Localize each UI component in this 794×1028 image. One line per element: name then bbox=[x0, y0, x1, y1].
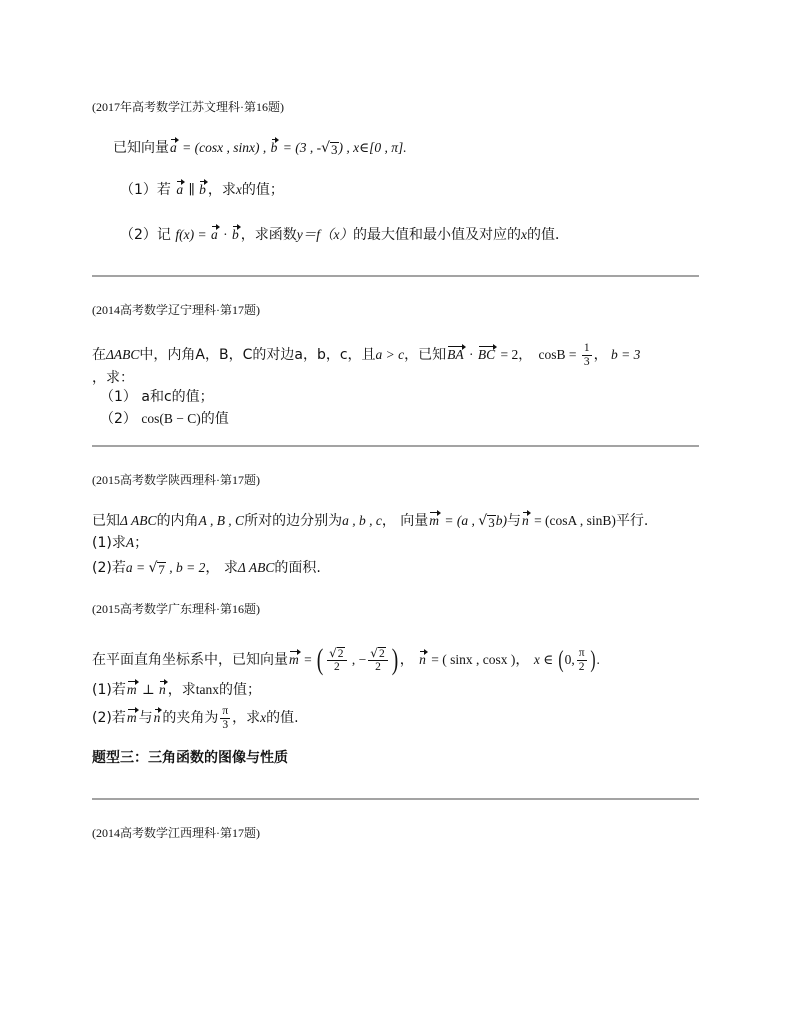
vector-m-definition: = (a , bbox=[441, 513, 479, 528]
dot-operator: · bbox=[219, 227, 231, 242]
square-root bbox=[321, 140, 338, 157]
vector-m-definition: b) bbox=[495, 513, 507, 528]
radical-sign: √ bbox=[370, 646, 378, 660]
vector-b-definition: = (3 , - bbox=[279, 140, 322, 155]
question-label: （2）记 bbox=[120, 227, 176, 243]
stem-text: ， 向量 bbox=[381, 513, 429, 529]
stem-text: 已知向量 bbox=[113, 140, 169, 156]
vector-n: n bbox=[418, 649, 428, 671]
question-text: ，求 bbox=[167, 682, 196, 698]
side-value: b = 3 bbox=[607, 347, 641, 362]
question-text: 的值； bbox=[241, 182, 284, 198]
numerator bbox=[327, 646, 346, 661]
question-label: （1） bbox=[100, 389, 142, 405]
stem-text: 所对的边分别为 bbox=[244, 513, 343, 529]
problem-2-stem bbox=[92, 340, 640, 370]
section-divider bbox=[92, 275, 699, 277]
square-root bbox=[478, 513, 495, 530]
question-label: (1)若 bbox=[92, 682, 126, 698]
fraction bbox=[368, 646, 387, 674]
stem-text: 在平面直角坐标系中，已知向量 bbox=[92, 652, 288, 668]
question-text: 的最大值和最小值及对应的 bbox=[352, 227, 521, 243]
domain-condition: ) , x∈[0 , π]. bbox=[338, 140, 407, 155]
vector-a: a bbox=[175, 179, 185, 201]
stem-text: ，已知 bbox=[404, 347, 447, 363]
square-root bbox=[329, 646, 344, 660]
separator: , − bbox=[348, 652, 367, 667]
vector-n: n bbox=[521, 510, 531, 532]
problem-3-question-2 bbox=[92, 553, 321, 583]
variable-x: x bbox=[235, 182, 242, 197]
stem-text: ， bbox=[515, 652, 534, 668]
question-text: 的值 bbox=[200, 411, 229, 427]
vector-m: m bbox=[288, 649, 301, 671]
square-root bbox=[370, 646, 385, 660]
fraction bbox=[582, 342, 592, 369]
vector-b: b bbox=[270, 137, 280, 159]
function-expression: y＝f（x） bbox=[296, 227, 353, 242]
cosine-expression: cosB = bbox=[531, 347, 580, 362]
radical-sign: √ bbox=[478, 512, 488, 529]
vector-b: b bbox=[198, 179, 208, 201]
stem-text: . bbox=[596, 652, 600, 667]
right-parenthesis: ) bbox=[589, 647, 596, 673]
stem-text: ，求： bbox=[92, 370, 134, 386]
dot-operator: · bbox=[465, 347, 477, 362]
denominator: 3 bbox=[583, 355, 590, 368]
problem-2-source: (2014高考数学辽宁理科·第17题) bbox=[92, 303, 260, 317]
function-expression: f(x) = bbox=[175, 227, 210, 242]
problem-1-stem bbox=[113, 133, 407, 163]
side-names: a , b , c bbox=[342, 513, 382, 528]
stem-text: 与 bbox=[506, 513, 521, 529]
question-text: 的值； bbox=[219, 682, 262, 698]
parallel-symbol: ∥ bbox=[185, 182, 199, 197]
radicand: 7 bbox=[158, 561, 165, 577]
problem-4-source: (2015高考数学广东理科·第16题) bbox=[92, 602, 260, 616]
radical-sign: √ bbox=[321, 139, 330, 156]
question-text: ，求 bbox=[207, 182, 236, 198]
denominator: 2 bbox=[578, 660, 585, 673]
stem-text: 平行. bbox=[615, 513, 649, 529]
vector-n: n bbox=[158, 679, 168, 701]
question-text: a和c的值； bbox=[141, 389, 214, 405]
question-label: (2)若 bbox=[92, 560, 126, 576]
dot-product-value: = 2， bbox=[497, 347, 532, 362]
stem-text: 中，内角A，B，C的对边a，b，c，且 bbox=[139, 347, 376, 363]
problem-1-source: (2017年高考数学江苏文理科·第16题) bbox=[92, 100, 284, 114]
question-text: 的值. bbox=[266, 710, 299, 726]
denominator: 2 bbox=[375, 661, 381, 673]
denominator: 2 bbox=[333, 661, 340, 673]
question-label: （1）若 bbox=[120, 182, 176, 198]
vector-n-definition: = (cosA , sinB) bbox=[530, 513, 616, 528]
triangle-name: ΔABC bbox=[106, 347, 140, 362]
question-text: ； bbox=[134, 535, 149, 551]
question-label: (1)求 bbox=[92, 535, 126, 551]
right-parenthesis: ) bbox=[391, 643, 398, 676]
perpendicular-symbol: ⊥ bbox=[138, 682, 159, 697]
radicand: 3 bbox=[331, 141, 338, 157]
side-a-value: a = bbox=[125, 560, 149, 575]
section-divider bbox=[92, 798, 699, 800]
section-divider bbox=[92, 445, 699, 447]
radical-sign: √ bbox=[148, 559, 158, 576]
angle-a: A bbox=[125, 535, 135, 550]
question-label: (2)若 bbox=[92, 710, 126, 726]
question-label: （2） bbox=[100, 411, 142, 427]
equals-sign: = bbox=[300, 652, 316, 667]
interval-start: 0, bbox=[564, 652, 575, 667]
left-parenthesis: ( bbox=[557, 647, 564, 673]
vector-a: a bbox=[169, 137, 179, 159]
question-text: 与 bbox=[138, 710, 153, 726]
question-text: ，求函数 bbox=[240, 227, 297, 243]
problem-4-stem bbox=[92, 640, 600, 680]
radical-sign: √ bbox=[329, 646, 337, 660]
vector-n: n bbox=[153, 707, 163, 729]
vector-ba: BA bbox=[446, 344, 466, 366]
tangent-expression: tanx bbox=[195, 682, 220, 697]
triangle-name: Δ ABC bbox=[237, 560, 275, 575]
question-text: ，求 bbox=[232, 710, 261, 726]
fraction bbox=[327, 646, 346, 674]
question-text: 的面积. bbox=[274, 560, 321, 576]
question-text: ， 求 bbox=[205, 560, 238, 576]
question-text: 的夹角为 bbox=[162, 710, 219, 726]
fraction bbox=[577, 647, 587, 674]
denominator: 3 bbox=[222, 718, 229, 731]
problem-3-stem bbox=[92, 506, 648, 536]
vector-m: m bbox=[428, 510, 441, 532]
problem-4-question-2 bbox=[92, 701, 299, 735]
vector-bc: BC bbox=[477, 344, 497, 366]
vector-b: b bbox=[231, 224, 241, 246]
stem-text: ， bbox=[593, 347, 608, 363]
angle-names: A , B , C bbox=[198, 513, 245, 528]
stem-text: 已知 bbox=[92, 513, 120, 529]
side-b-value: , b = 2 bbox=[165, 560, 206, 575]
vector-a: a bbox=[210, 224, 220, 246]
radicand: 3 bbox=[488, 514, 495, 530]
numerator bbox=[368, 646, 387, 661]
stem-text: ， bbox=[399, 652, 419, 668]
stem-text: 的内角 bbox=[156, 513, 199, 529]
numerator: π bbox=[222, 704, 229, 717]
domain-expression: x ∈ bbox=[533, 652, 557, 667]
stem-text: 在 bbox=[92, 347, 106, 363]
triangle-name: Δ ABC bbox=[120, 513, 157, 528]
vector-a-definition: = (cosx , sinx) , bbox=[178, 140, 270, 155]
question-text: 的值． bbox=[526, 227, 569, 243]
radicand: 2 bbox=[337, 648, 344, 660]
problem-3-source: (2015高考数学陕西理科·第17题) bbox=[92, 473, 260, 487]
vector-m: m bbox=[126, 679, 139, 701]
variable-x: x bbox=[260, 710, 267, 725]
section-heading: 题型三：三角函数的图像与性质 bbox=[92, 750, 288, 766]
inequality: a > c bbox=[375, 347, 405, 362]
cosine-expression: cos(B − C) bbox=[141, 411, 201, 426]
square-root bbox=[148, 560, 165, 577]
fraction bbox=[220, 705, 230, 732]
problem-5-source: (2014高考数学江西理科·第17题) bbox=[92, 826, 260, 840]
radicand: 2 bbox=[378, 648, 385, 660]
problem-2-question-2 bbox=[100, 404, 229, 434]
variable-x: x bbox=[520, 227, 527, 242]
numerator: π bbox=[578, 646, 585, 659]
vector-n-definition: = ( sinx , cosx ) bbox=[427, 652, 516, 667]
numerator: 1 bbox=[583, 341, 590, 354]
left-parenthesis: ( bbox=[316, 643, 324, 676]
vector-m: m bbox=[126, 707, 139, 729]
problem-1-question-2 bbox=[120, 220, 569, 250]
problem-1-question-1 bbox=[120, 175, 284, 205]
